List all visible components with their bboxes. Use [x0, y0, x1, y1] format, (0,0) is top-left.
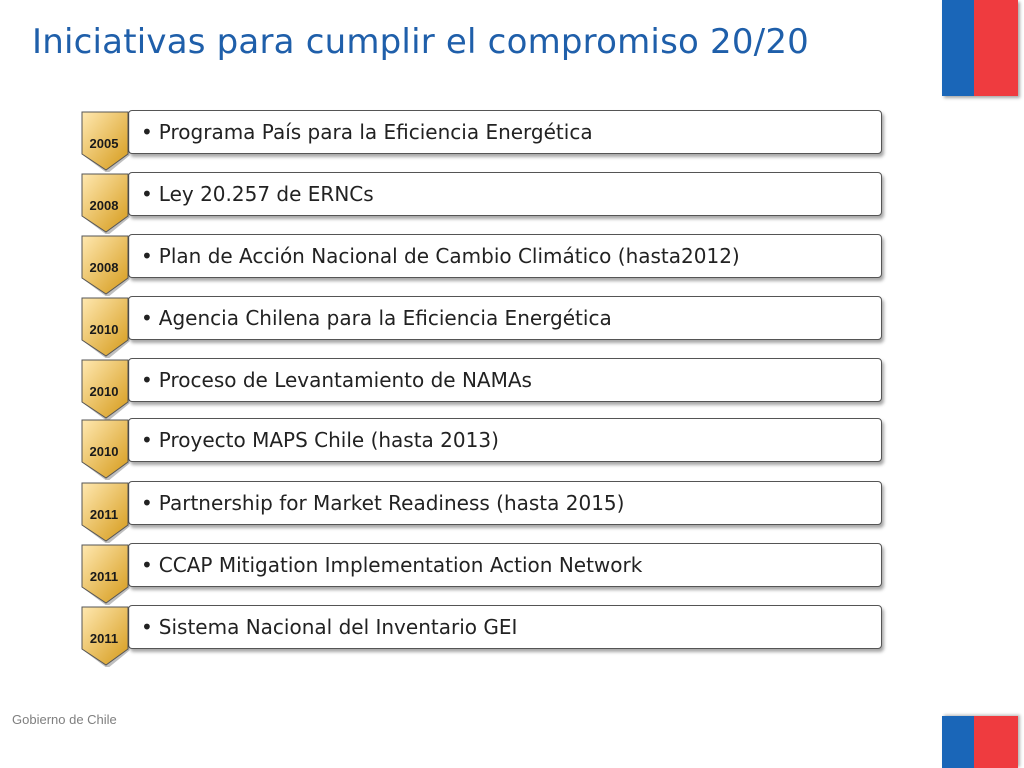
initiative-text: Plan de Acción Nacional de Cambio Climático (hasta2012) — [158, 244, 740, 268]
timeline-item — [78, 358, 884, 420]
bullet-icon: • — [141, 120, 153, 144]
timeline-item — [78, 172, 884, 234]
year-label: 2010 — [89, 322, 119, 337]
bullet-icon: • — [141, 182, 153, 206]
initiative-text: Agencia Chilena para la Eficiencia Energética — [158, 306, 612, 330]
timeline-item — [78, 234, 884, 296]
chile-flag-stripe-bottom — [942, 716, 1018, 768]
timeline-bar — [128, 481, 882, 525]
year-label: 2011 — [89, 631, 119, 646]
timeline-item — [78, 605, 884, 667]
flag-blue-band — [942, 716, 974, 768]
bullet-icon: • — [141, 306, 153, 330]
bullet-icon: • — [141, 244, 153, 268]
timeline-bar — [128, 110, 882, 154]
year-label: 2008 — [89, 198, 119, 213]
timeline-item — [78, 418, 884, 480]
year-label: 2011 — [89, 507, 119, 522]
timeline-bar — [128, 543, 882, 587]
initiative-text: Ley 20.257 de ERNCs — [158, 182, 374, 206]
timeline-bar — [128, 418, 882, 462]
flag-red-band — [974, 716, 1018, 768]
initiative-text: CCAP Mitigation Implementation Action Network — [158, 553, 643, 577]
initiative-text: Proyecto MAPS Chile (hasta 2013) — [158, 428, 499, 452]
year-label: 2005 — [89, 136, 119, 151]
timeline-item — [78, 110, 884, 172]
footer-text: Gobierno de Chile — [12, 712, 117, 727]
year-label: 2010 — [89, 444, 119, 459]
chile-flag-stripe-top — [942, 0, 1018, 96]
initiative-text: Partnership for Market Readiness (hasta 2015) — [158, 491, 625, 515]
year-label: 2008 — [89, 260, 119, 275]
year-label: 2011 — [89, 569, 119, 584]
bullet-icon: • — [141, 615, 153, 639]
timeline-item — [78, 481, 884, 543]
flag-red-band — [974, 0, 1018, 96]
timeline-bar — [128, 296, 882, 340]
timeline-item — [78, 543, 884, 605]
slide-title: Iniciativas para cumplir el compromiso 20/20 — [32, 22, 809, 62]
year-label: 2010 — [89, 384, 119, 399]
bullet-icon: • — [141, 491, 153, 515]
timeline-bar — [128, 358, 882, 402]
bullet-icon: • — [141, 428, 153, 452]
bullet-icon: • — [141, 368, 153, 392]
initiative-text: Proceso de Levantamiento de NAMAs — [158, 368, 532, 392]
timeline-item — [78, 296, 884, 358]
timeline-bar — [128, 172, 882, 216]
initiative-text: Programa País para la Eficiencia Energética — [158, 120, 593, 144]
flag-blue-band — [942, 0, 974, 96]
timeline-bar — [128, 234, 882, 278]
initiative-text: Sistema Nacional del Inventario GEI — [158, 615, 518, 639]
timeline-bar — [128, 605, 882, 649]
bullet-icon: • — [141, 553, 153, 577]
